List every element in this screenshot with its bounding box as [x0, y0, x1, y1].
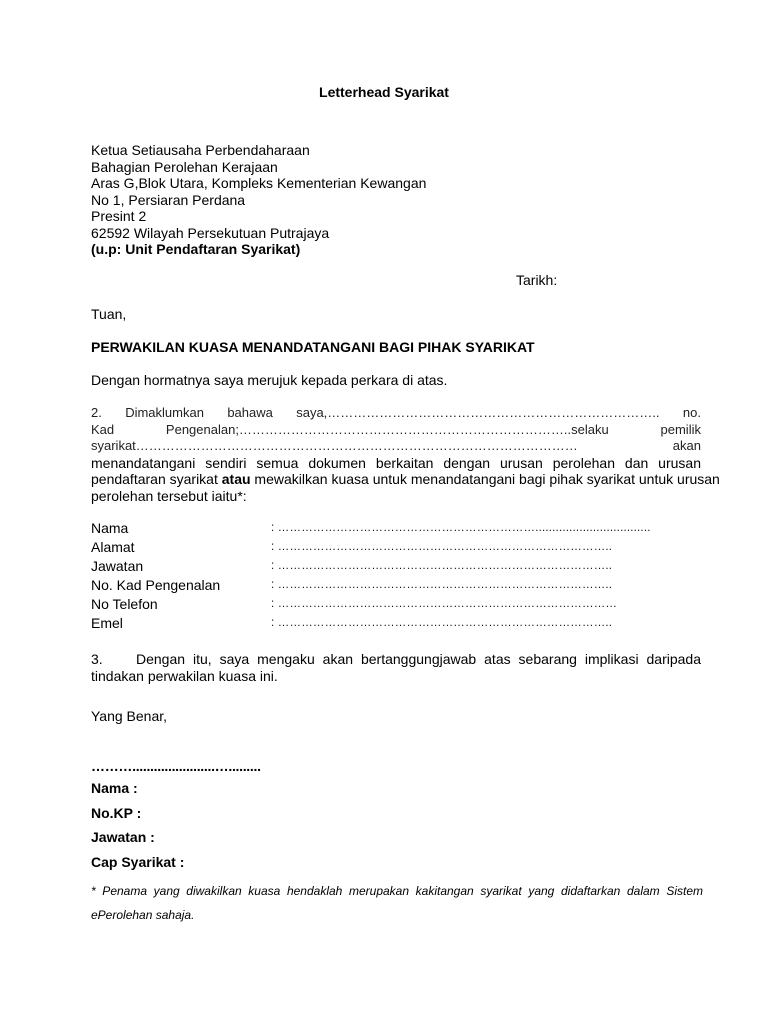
field-label: Nama — [91, 520, 129, 536]
field-label: Emel — [91, 615, 123, 631]
address-line: 62592 Wilayah Persekutuan Putrajaya — [91, 224, 330, 241]
footnote-line-1: * Penama yang diwakilkan kuasa hendaklah merupakan kakitangan syarikat yang didaftarkan dalam Sistem — [91, 884, 703, 898]
field-label: Alamat — [91, 539, 135, 555]
field-blank: : ………………………………………………………………………….. — [271, 541, 613, 553]
field-row-nama — [91, 520, 651, 539]
atau-emphasis: atau — [221, 471, 251, 487]
paragraph-2-line-6: perolehan tersebut iaitu*: — [91, 487, 247, 504]
representative-fields — [91, 520, 651, 634]
field-label: Jawatan — [91, 558, 144, 574]
field-blank: : ………………………………………………………………………….. — [271, 579, 613, 591]
signature-field-cap-syarikat: Cap Syarikat : — [91, 853, 185, 870]
field-row-alamat — [91, 539, 651, 558]
paragraph-2 — [91, 405, 720, 504]
signature-line: ……….......................…......... — [91, 758, 261, 774]
address-line: Ketua Setiausaha Perbendaharaan — [91, 142, 310, 158]
closing-phrase: Yang Benar, — [91, 708, 168, 724]
address-line: Bahagian Perolehan Kerajaan — [91, 158, 278, 175]
subject-heading: PERWAKILAN KUASA MENANDATANGANI BAGI PIHAK SYARIKAT — [91, 339, 535, 355]
paragraph-3-line-2: tindakan perwakilan kuasa ini. — [91, 667, 278, 684]
paragraph-2-line-1: 2. Dimaklumkan bahawa saya,………………………………………………………………….. no. — [91, 405, 701, 420]
field-blank: : ………………………………………………………….................................. — [271, 522, 651, 534]
recipient-address — [91, 142, 426, 258]
paragraph-2-line-4: menandatangani sendiri semua dokumen berkaitan dengan urusan perolehan dan urusan — [91, 454, 701, 471]
signature-field-nokp: No.KP : — [91, 804, 142, 821]
field-row-telefon — [91, 596, 651, 615]
field-row-emel — [91, 615, 651, 634]
field-label: No. Kad Pengenalan — [91, 577, 221, 593]
signature-field-nama: Nama : — [91, 780, 138, 796]
address-line: No 1, Persiaran Perdana — [91, 191, 246, 208]
field-blank: : ………………………………………………………………………….. — [271, 560, 613, 572]
paragraph-3 — [91, 651, 701, 684]
date-label: Tarikh: — [516, 272, 558, 288]
field-row-kad-pengenalan — [91, 577, 651, 596]
field-blank: : ………………………………………………………………………….. — [271, 617, 613, 629]
footnote — [91, 879, 703, 927]
field-label: No Telefon — [91, 596, 158, 612]
address-line: Aras G,Blok Utara, Kompleks Kementerian Kewangan — [91, 175, 427, 191]
field-row-jawatan — [91, 558, 651, 577]
intro-paragraph: Dengan hormatnya saya merujuk kepada perkara di atas. — [91, 372, 448, 388]
field-blank: : …………………………………………………………………………… — [271, 598, 618, 610]
salutation: Tuan, — [91, 306, 127, 322]
paragraph-2-line-2: Kad Pengenalan;…………………………………………………………………..selaku pemilik — [91, 421, 701, 437]
letterhead-title: Letterhead Syarikat — [319, 84, 449, 100]
address-line: Presint 2 — [91, 208, 147, 224]
paragraph-2-line-5: pendaftaran syarikat atau mewakilkan kuasa untuk menandatangani bagi pihak syarikat untuk urusan — [91, 471, 720, 487]
footnote-line-2: ePerolehan sahaja. — [91, 908, 195, 922]
attention-line: (u.p: Unit Pendaftaran Syarikat) — [91, 241, 301, 257]
paragraph-2-line-3: syarikat………………………………………………………………………………………… akan — [91, 438, 701, 453]
signature-details — [91, 780, 184, 878]
signature-field-jawatan: Jawatan : — [91, 829, 155, 846]
paragraph-3-line-1: 3. Dengan itu, saya mengaku akan bertanggungjawab atas sebarang implikasi daripada — [91, 651, 701, 667]
